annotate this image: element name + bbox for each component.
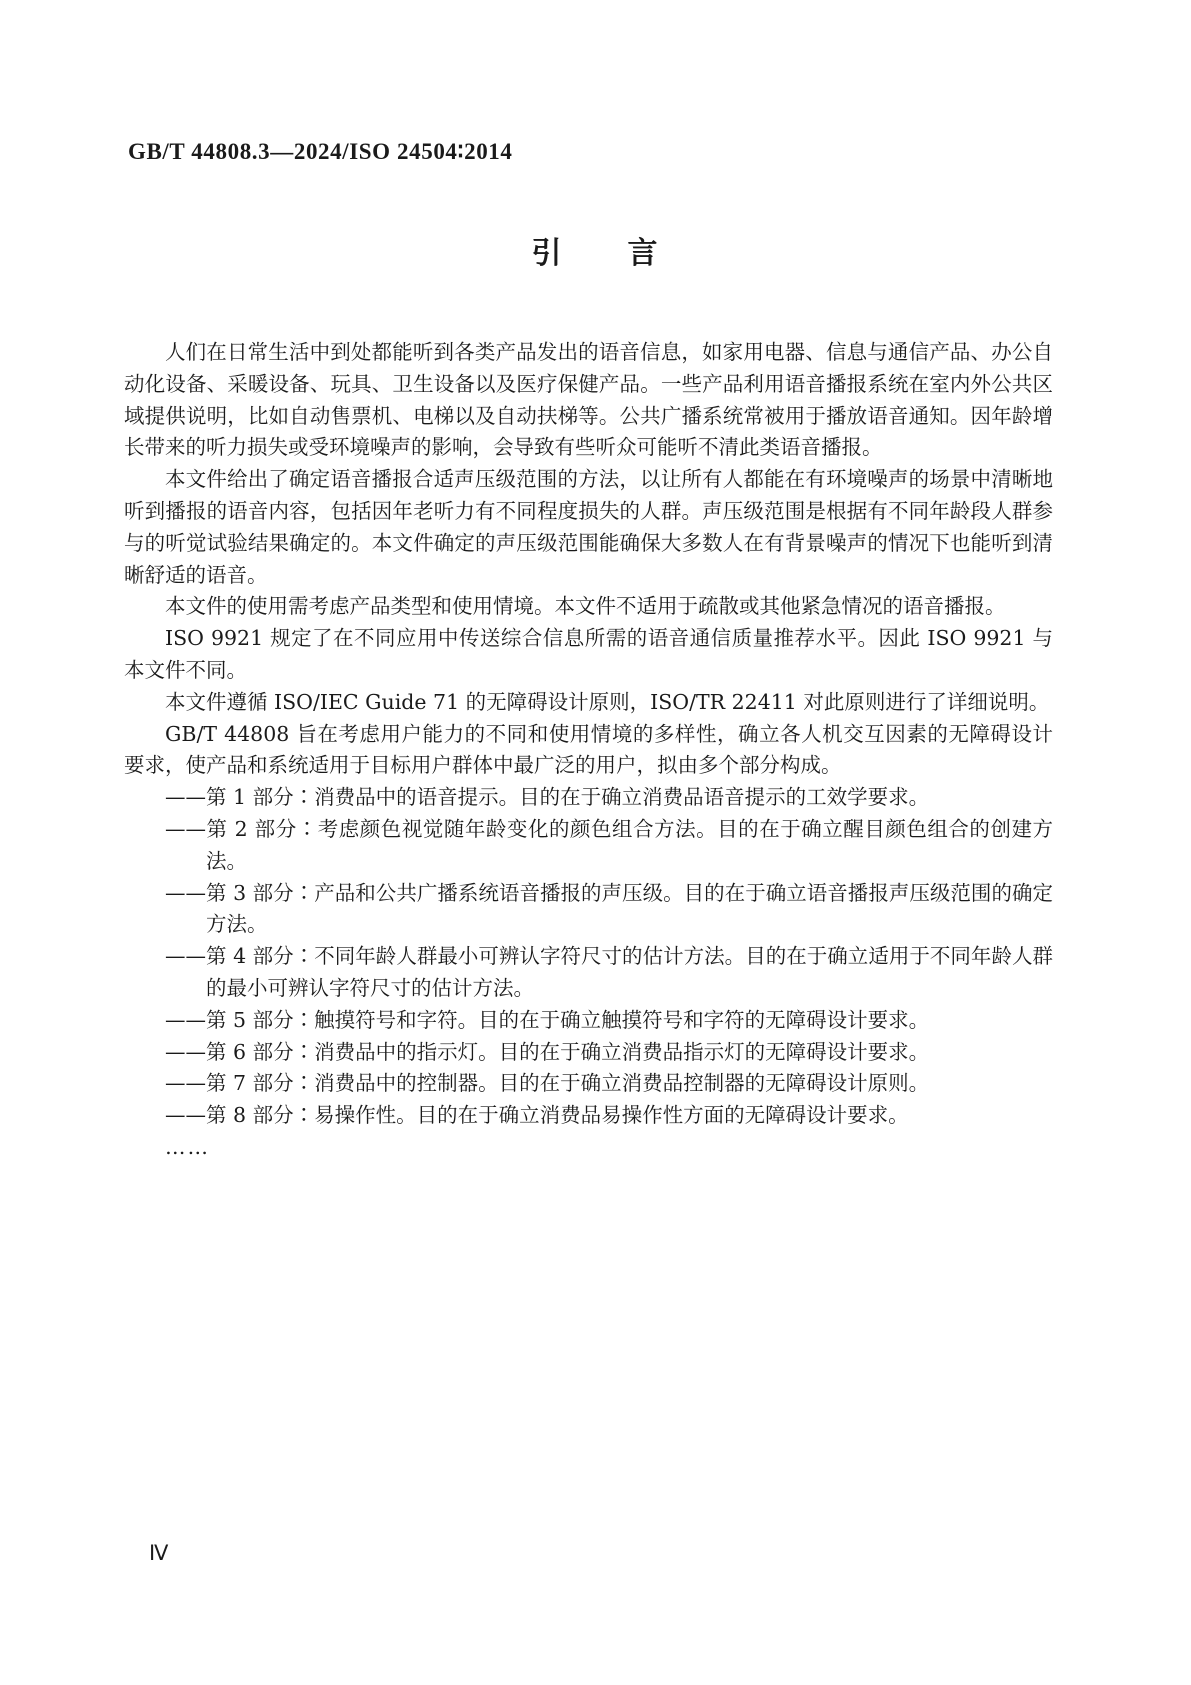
parts-list (124, 782, 1053, 1132)
part-item: ——第 7 部分∶消费品中的控制器。目的在于确立消费品控制器的无障碍设计原则。 (165, 1071, 930, 1096)
part-item: ——第 2 部分∶考虑颜色视觉随年龄变化的颜色组合方法。目的在于确立醒目颜色组合的创建方法。 (165, 816, 1053, 873)
page-number: Ⅳ (149, 1541, 169, 1565)
standard-number: GB/T 44808.3—2024/ISO 24504∶2014 (128, 139, 513, 164)
paragraph: 人们在日常生活中到处都能听到各类产品发出的语音信息，如家用电器、信息与通信产品、办公自动化设备、采暖设备、玩具、卫生设备以及医疗保健产品。一些产品利用语音播报系统在室内外公共区域提供说明，比如自动售票机、电梯以及自动扶梯等。公共广播系统常被用于播放语音通知。因年龄增长带来的听力损失或受环境噪声的影响，会导致有些听众可能听不清此类语音播报。 (124, 340, 1053, 460)
part-item: ——第 5 部分∶触摸符号和字符。目的在于确立触摸符号和字符的无障碍设计要求。 (165, 1007, 930, 1032)
paragraph: ISO 9921 规定了在不同应用中传送综合信息所需的语音通信质量推荐水平。因此 ISO 9921 与本文件不同。 (124, 626, 1053, 682)
paragraph: 本文件给出了确定语音播报合适声压级范围的方法，以让所有人都能在有环境噪声的场景中清晰地听到播报的语音内容，包括因年老听力有不同程度损失的人群。声压级范围是根据有不同年龄段人群参与的听觉试验结果确定的。本文件确定的声压级范围能确保大多数人在有背景噪声的情况下也能听到清晰舒适的语音。 (124, 467, 1053, 587)
introduction-body (124, 337, 1053, 1164)
page-title: 引 言 (531, 236, 660, 271)
paragraph: GB/T 44808 旨在考虑用户能力的不同和使用情境的多样性，确立各人机交互因素的无障碍设计要求，使产品和系统适用于目标用户群体中最广泛的用户，拟由多个部分构成。 (124, 721, 1053, 778)
part-item: ——第 3 部分∶产品和公共广播系统语音播报的声压级。目的在于确立语音播报声压级范围的确定方法。 (165, 880, 1053, 937)
paragraph: 本文件遵循 ISO/IEC Guide 71 的无障碍设计原则，ISO/TR 22411 对此原则进行了详细说明。 (165, 689, 1050, 714)
paragraph: 本文件的使用需考虑产品类型和使用情境。本文件不适用于疏散或其他紧急情况的语音播报。 (165, 594, 1006, 619)
part-item: ——第 1 部分∶消费品中的语音提示。目的在于确立消费品语音提示的工效学要求。 (165, 785, 930, 810)
part-item: ——第 4 部分∶不同年龄人群最小可辨认字符尺寸的估计方法。目的在于确立适用于不同年龄人群的最小可辨认字符尺寸的估计方法。 (165, 944, 1053, 1000)
ellipsis-line: …… (165, 1134, 210, 1159)
part-item: ——第 6 部分∶消费品中的指示灯。目的在于确立消费品指示灯的无障碍设计要求。 (165, 1039, 930, 1064)
part-item: ——第 8 部分∶易操作性。目的在于确立消费品易操作性方面的无障碍设计要求。 (165, 1103, 909, 1128)
